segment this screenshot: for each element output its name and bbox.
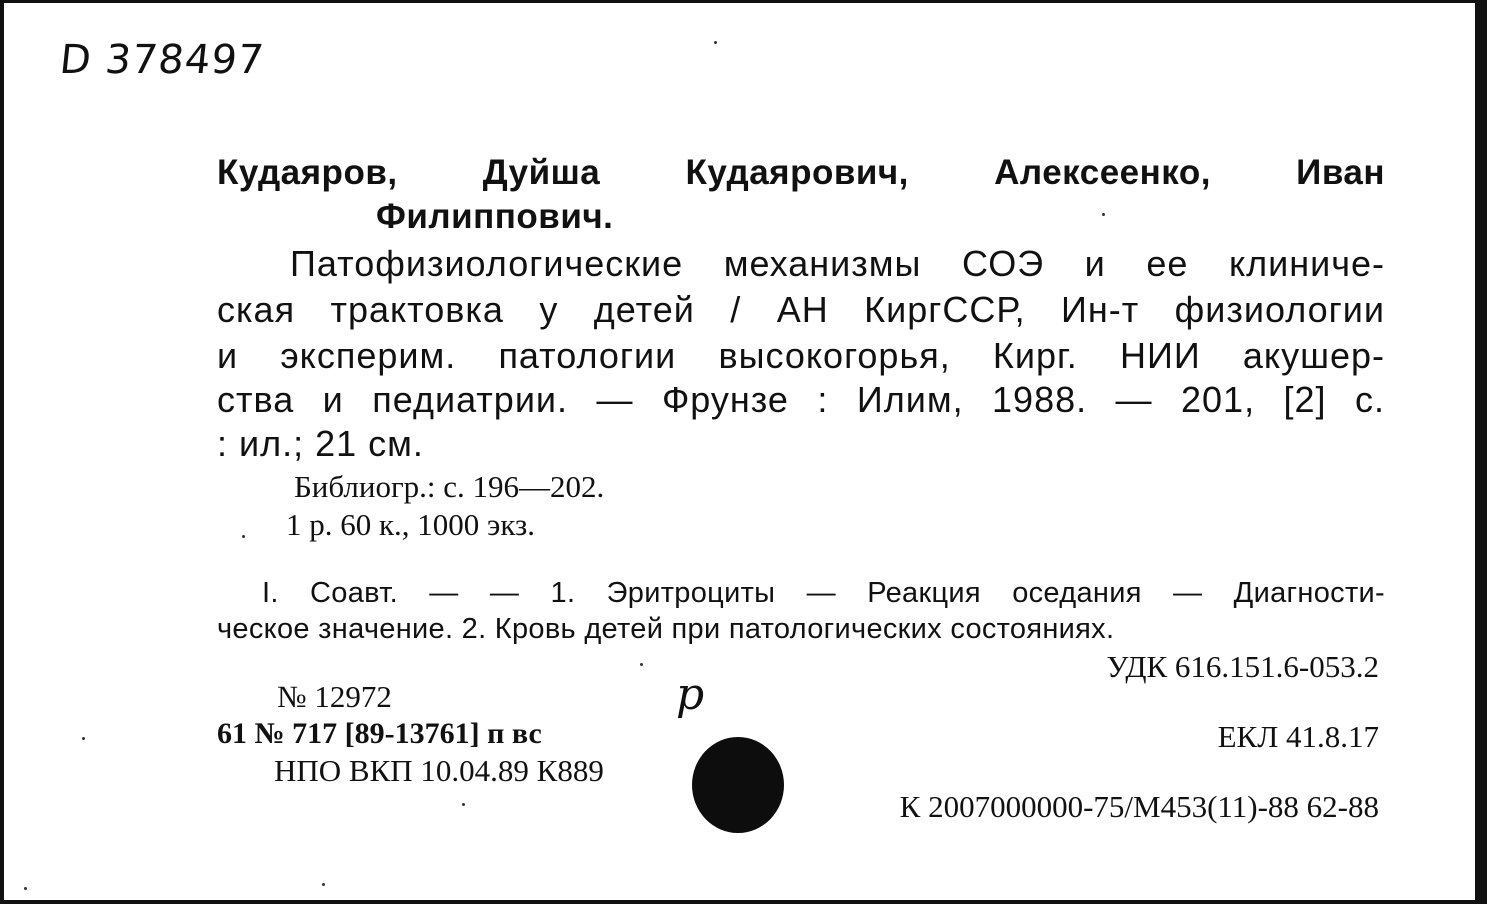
author-word: Кудаярович, xyxy=(685,153,909,192)
authors-line-2: Филиппович. xyxy=(376,197,614,236)
speck xyxy=(82,737,85,740)
speck xyxy=(462,803,465,806)
speck xyxy=(322,883,325,886)
catalog-code: К 2007000000-75/М453(11)-88 62-88 xyxy=(899,789,1379,824)
bibliography-note: Библиогр.: с. 196—202. xyxy=(294,469,605,504)
speck xyxy=(1102,213,1105,216)
speck xyxy=(714,41,717,44)
subject-line-1: I. Соавт. — — 1. Эритроциты — Реакция оседания — Диагности- xyxy=(262,577,1385,609)
print-info: 61 № 717 [89-13761] п вс xyxy=(217,717,542,750)
handwritten-mark: р xyxy=(676,669,705,720)
punch-hole xyxy=(692,737,784,833)
author-word: Кудаяров, xyxy=(217,153,398,192)
author-word: Алексеенко, xyxy=(994,153,1211,192)
author-word: Дуйша xyxy=(482,153,601,192)
ekl-code: ЕКЛ 41.8.17 xyxy=(1217,719,1379,754)
title-line-5: : ил.; 21 см. xyxy=(217,423,424,464)
call-number: D 378497 xyxy=(57,37,267,83)
npo-line: НПО ВКП 10.04.89 К889 xyxy=(274,753,604,788)
title-line-3: и эксперим. патологии высокогорья, Кирг. НИИ акушер- xyxy=(217,335,1385,376)
title-line-4: ства и педиатрии. — Фрунзе : Илим, 1988. — 201, [2] с. xyxy=(217,379,1385,420)
speck xyxy=(24,887,27,890)
authors-line-1 xyxy=(217,153,1385,193)
title-line-2: ская трактовка у детей / АН КиргССР, Ин-т физиологии xyxy=(217,289,1385,330)
author-word: Иван xyxy=(1296,153,1385,192)
title-line-1: Патофизиологические механизмы СОЭ и ее клиниче- xyxy=(290,243,1385,284)
speck xyxy=(242,535,245,538)
price-note: 1 р. 60 к., 1000 экз. xyxy=(286,507,536,542)
record-number: № 12972 xyxy=(277,679,392,714)
udc-code: УДК 616.151.6-053.2 xyxy=(1106,649,1379,684)
subject-line-2: ческое значение. 2. Кровь детей при патологических состояниях. xyxy=(217,613,1115,645)
speck xyxy=(640,663,643,666)
